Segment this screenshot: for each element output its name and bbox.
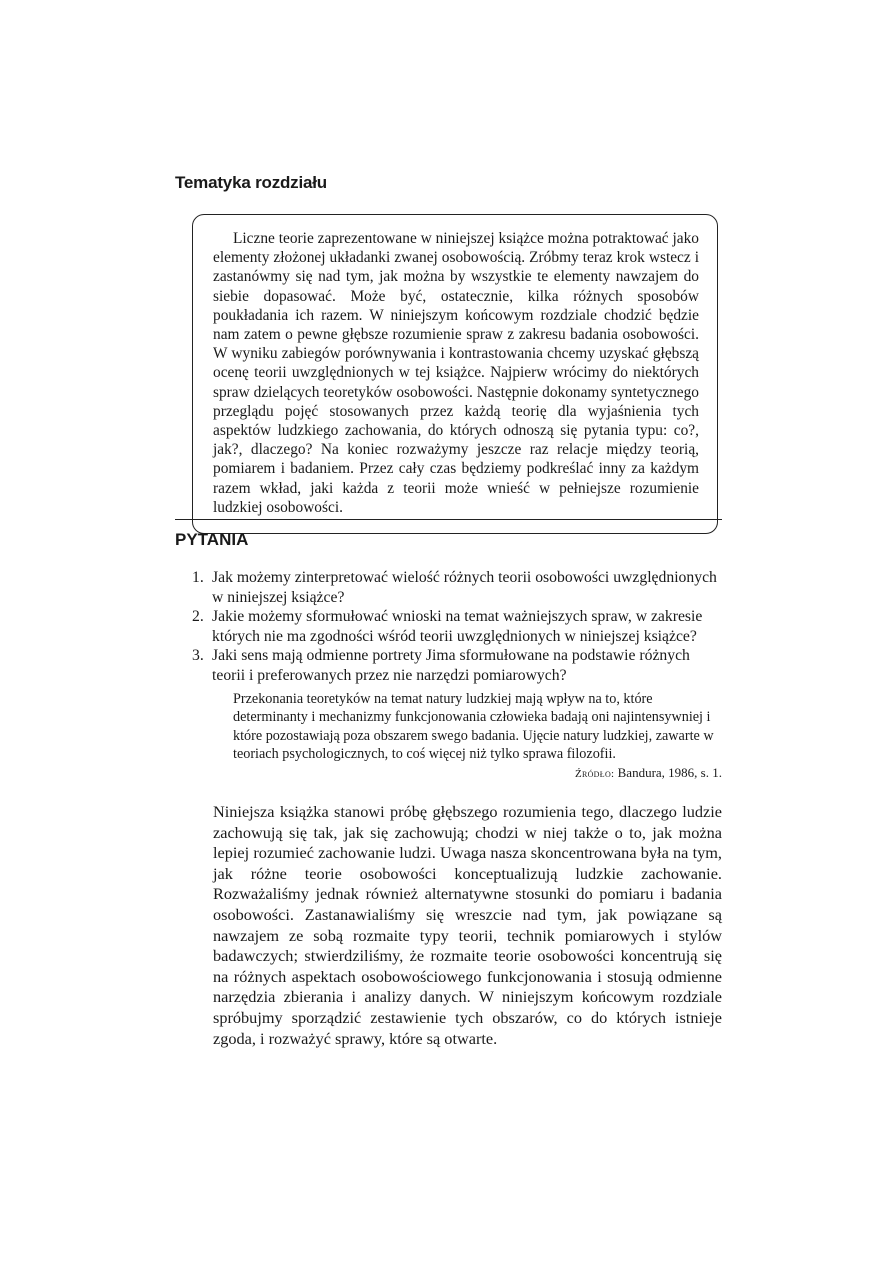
question-text: Jakie możemy sformułować wnioski na temat ważniejszych spraw, w zakresie których nie ma zgodności wśród teorii uwzględnionych w niniejszej książce? [212, 608, 703, 645]
section-divider [175, 519, 722, 520]
question-text: Jaki sens mają odmienne portrety Jima sformułowane na podstawie różnych teorii i preferowanych przez nie narzędzi pomiarowych? [212, 647, 690, 684]
quote-source-citation: Bandura, 1986, s. 1. [617, 765, 722, 781]
chapter-summary-box [192, 214, 718, 534]
question-number: 2. [192, 608, 204, 625]
chapter-summary-text: Liczne teorie zaprezentowane w niniejszej książce można potraktować jako elementy złożonej układanki zwanej osobowością. Zróbmy teraz krok wstecz i zastanówmy się nad tym, jak można by wszystkie te elementy nawzajem do siebie dopasować. Może być, ostatecznie, kilka różnych sposobów poukładania ich razem. W niniejszym końcowym rozdziale chodzić będzie nam zatem o pewne głębsze rozumienie spraw z zakresu badania osobowości. W wyniku zabiegów porównywania i kontrastowania chcemy uzyskać głębszą ocenę teorii uwzględnionych w tej książce. Najpierw wrócimy do niektórych spraw dzielących teoretyków osobowości. Następnie dokonamy syntetycznego przeglądu pojęć stosowanych przez każdą teorię dla wyjaśnienia tych aspektów ludzkiego zachowania, do których odnoszą się pytania typu: co?, jak?, dlaczego? Na koniec rozważymy jeszcze raz relacje między teorią, pomiarem i badaniem. Przez cały czas będziemy podkreślać inny za każdym razem wkład, jaki każda z teorii może wnieść w pełniejsze rozumienie ludzkiej osobowości. [213, 230, 699, 516]
quote-source [233, 765, 722, 781]
quote-text: Przekonania teoretyków na temat natury ludzkiej mają wpływ na to, które determinanty i mechanizmy funkcjonowania człowieka badają oni najintensywniej i które pozostawiają poza obszarem swego badania. Ujęcie natury ludzkiej, zawarte w teoriach psychologicznych, to coś więcej niż tylko sprawa filozofii. [233, 691, 714, 762]
questions-heading: PYTANIA [175, 530, 249, 549]
question-number: 3. [192, 647, 204, 664]
epigraph-quote [233, 690, 722, 781]
question-number: 1. [192, 569, 204, 586]
section-title: Tematyka rozdziału [175, 173, 327, 192]
question-item [192, 646, 723, 685]
body-paragraph: Niniejsza książka stanowi próbę głębszego rozumienia tego, dlaczego ludzie zachowują się tak, jak się zachowują; chodzi w niej także o to, jak można lepiej rozumieć zachowanie ludzi. Uwaga nasza skoncentrowana była na tym, jak różne teorie osobowości konceptualizują ludzkie zachowanie. Rozważaliśmy jednak również alternatywne stosunki do pomiaru i badania osobowości. Zastanawialiśmy się wreszcie nad tym, jak powiązane są nawzajem ze sobą rozmaite typy teorii, technik pomiarowych i stylów badawczych; stwierdziliśmy, że rozmaite teorie osobowości koncentrują się na różnych aspektach osobowościowego funkcjonowania i stosują odmienne narzędzia zbierania i analizy danych. W niniejszym końcowym rozdziale spróbujmy sporządzić zestawienie tych obszarów, co do których istnieje zgoda, i rozważyć sprawy, które są otwarte. [213, 802, 722, 1048]
question-item [192, 568, 723, 607]
question-text: Jak możemy zinterpretować wielość różnych teorii osobowości uwzględnionych w niniejszej książce? [212, 569, 717, 606]
question-item [192, 607, 723, 646]
questions-list [192, 568, 723, 685]
quote-source-label: Źródło: [574, 768, 615, 781]
